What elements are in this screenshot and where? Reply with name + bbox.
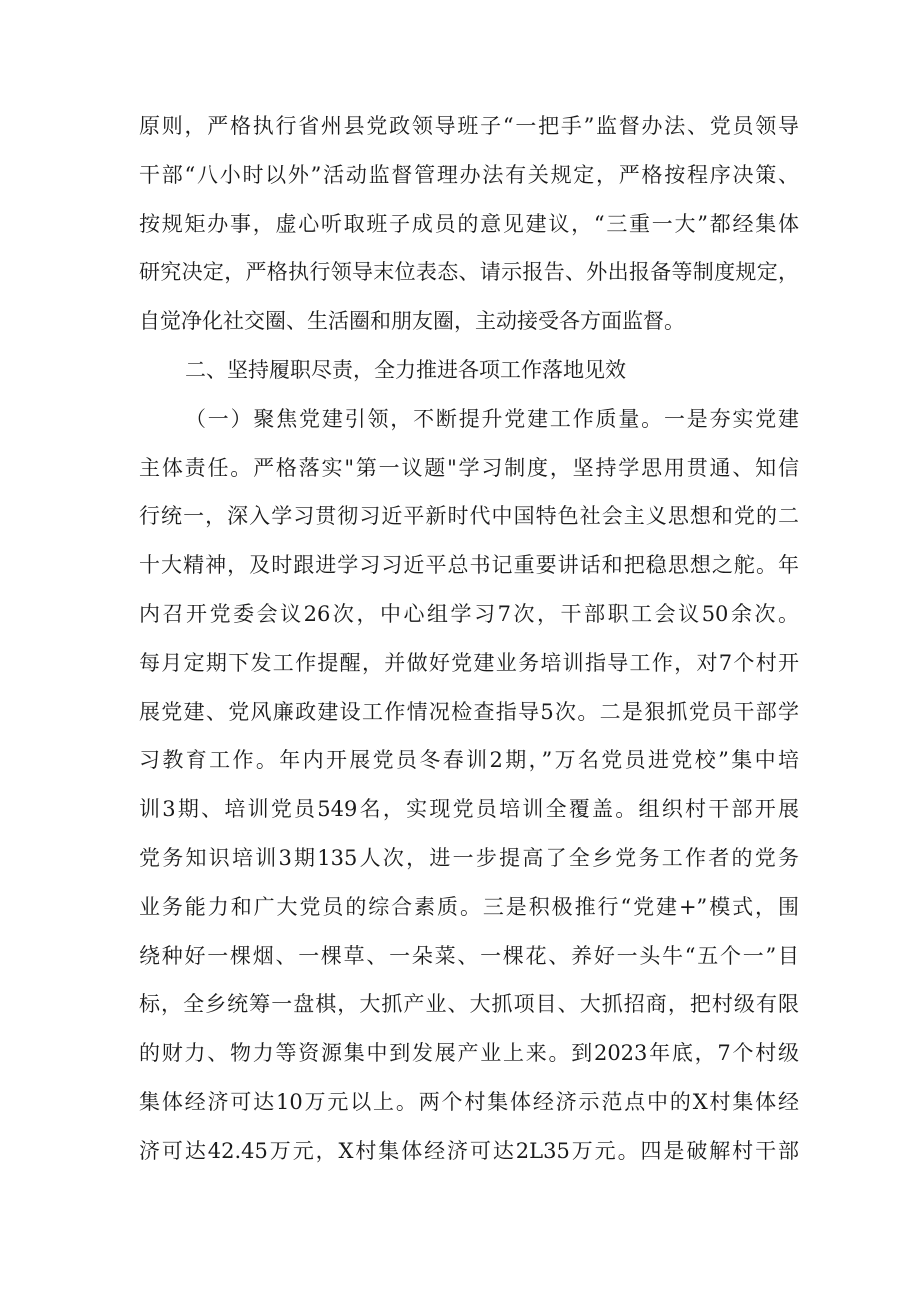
paragraph-line: 业务能力和广大党员的综合素质。三是积极推行“党建+”模式，围 — [139, 894, 799, 919]
paragraph-line: 集体经济可达10万元以上。两个村集体经济示范点中的X村集体经 — [139, 1089, 799, 1114]
paragraph-line: 每月定期下发工作提醒，并做好党建业务培训指导工作，对7个村开 — [139, 650, 799, 675]
paragraph-line: 训3期、培训党员549名，实现党员培训全覆盖。组织村干部开展 — [139, 797, 799, 822]
paragraph-line: 原则，严格执行省州县党政领导班子“一把手”监督办法、党员领导 — [139, 114, 799, 138]
section-heading: 二、坚持履职尽责，全力推进各项工作落地见效 — [185, 357, 626, 382]
paragraph-line: 干部“八小时以外”活动监督管理办法有关规定，严格按程序决策、 — [139, 162, 799, 187]
paragraph-line: 展党建、党风廉政建设工作情况检查指导5次。二是狠抓党员干部学 — [139, 699, 799, 724]
paragraph-line: 研究决定，严格执行领导末位表态、请示报告、外出报备等制度规定， — [139, 260, 799, 285]
paragraph-line: 习教育工作。年内开展党员冬春训2期，”万名党员进党校”集中培 — [139, 748, 799, 773]
paragraph-line: 济可达42.45万元，X村集体经济可达2L35万元。四是破解村干部 — [139, 1138, 799, 1163]
paragraph-line: 主体责任。严格落实"第一议题"学习制度，坚持学思用贯通、知信 — [139, 455, 799, 480]
paragraph-line: 的财力、物力等资源集中到发展产业上来。到2023年底，7个村级 — [139, 1041, 799, 1066]
paragraph-line: 自觉净化社交圈、生活圈和朋友圈，主动接受各方面监督。 — [139, 309, 685, 334]
paragraph-line: 党务知识培训3期135人次，进一步提高了全乡党务工作者的党务 — [139, 845, 799, 870]
paragraph-line: 内召开党委会议26次，中心组学习7次，干部职工会议50余次。 — [139, 601, 799, 626]
paragraph-line: 标，全乡统筹一盘棋，大抓产业、大抓项目、大抓招商，把村级有限 — [139, 992, 799, 1017]
paragraph-line: 十大精神，及时跟进学习习近平总书记重要讲话和把稳思想之舵。年 — [139, 553, 799, 578]
document-body — [139, 102, 799, 1176]
paragraph-line: 按规矩办事，虚心听取班子成员的意见建议，“三重一大”都经集体 — [139, 211, 799, 236]
paragraph-line: （一）聚焦党建引领，不断提升党建工作质量。一是夯实党建 — [185, 406, 799, 431]
paragraph-line: 行统一，深入学习贯彻习近平新时代中国特色社会主义思想和党的二 — [139, 504, 799, 529]
paragraph-line: 绕种好一棵烟、一棵草、一朵菜、一棵花、养好一头牛“五个一”目 — [139, 943, 799, 968]
